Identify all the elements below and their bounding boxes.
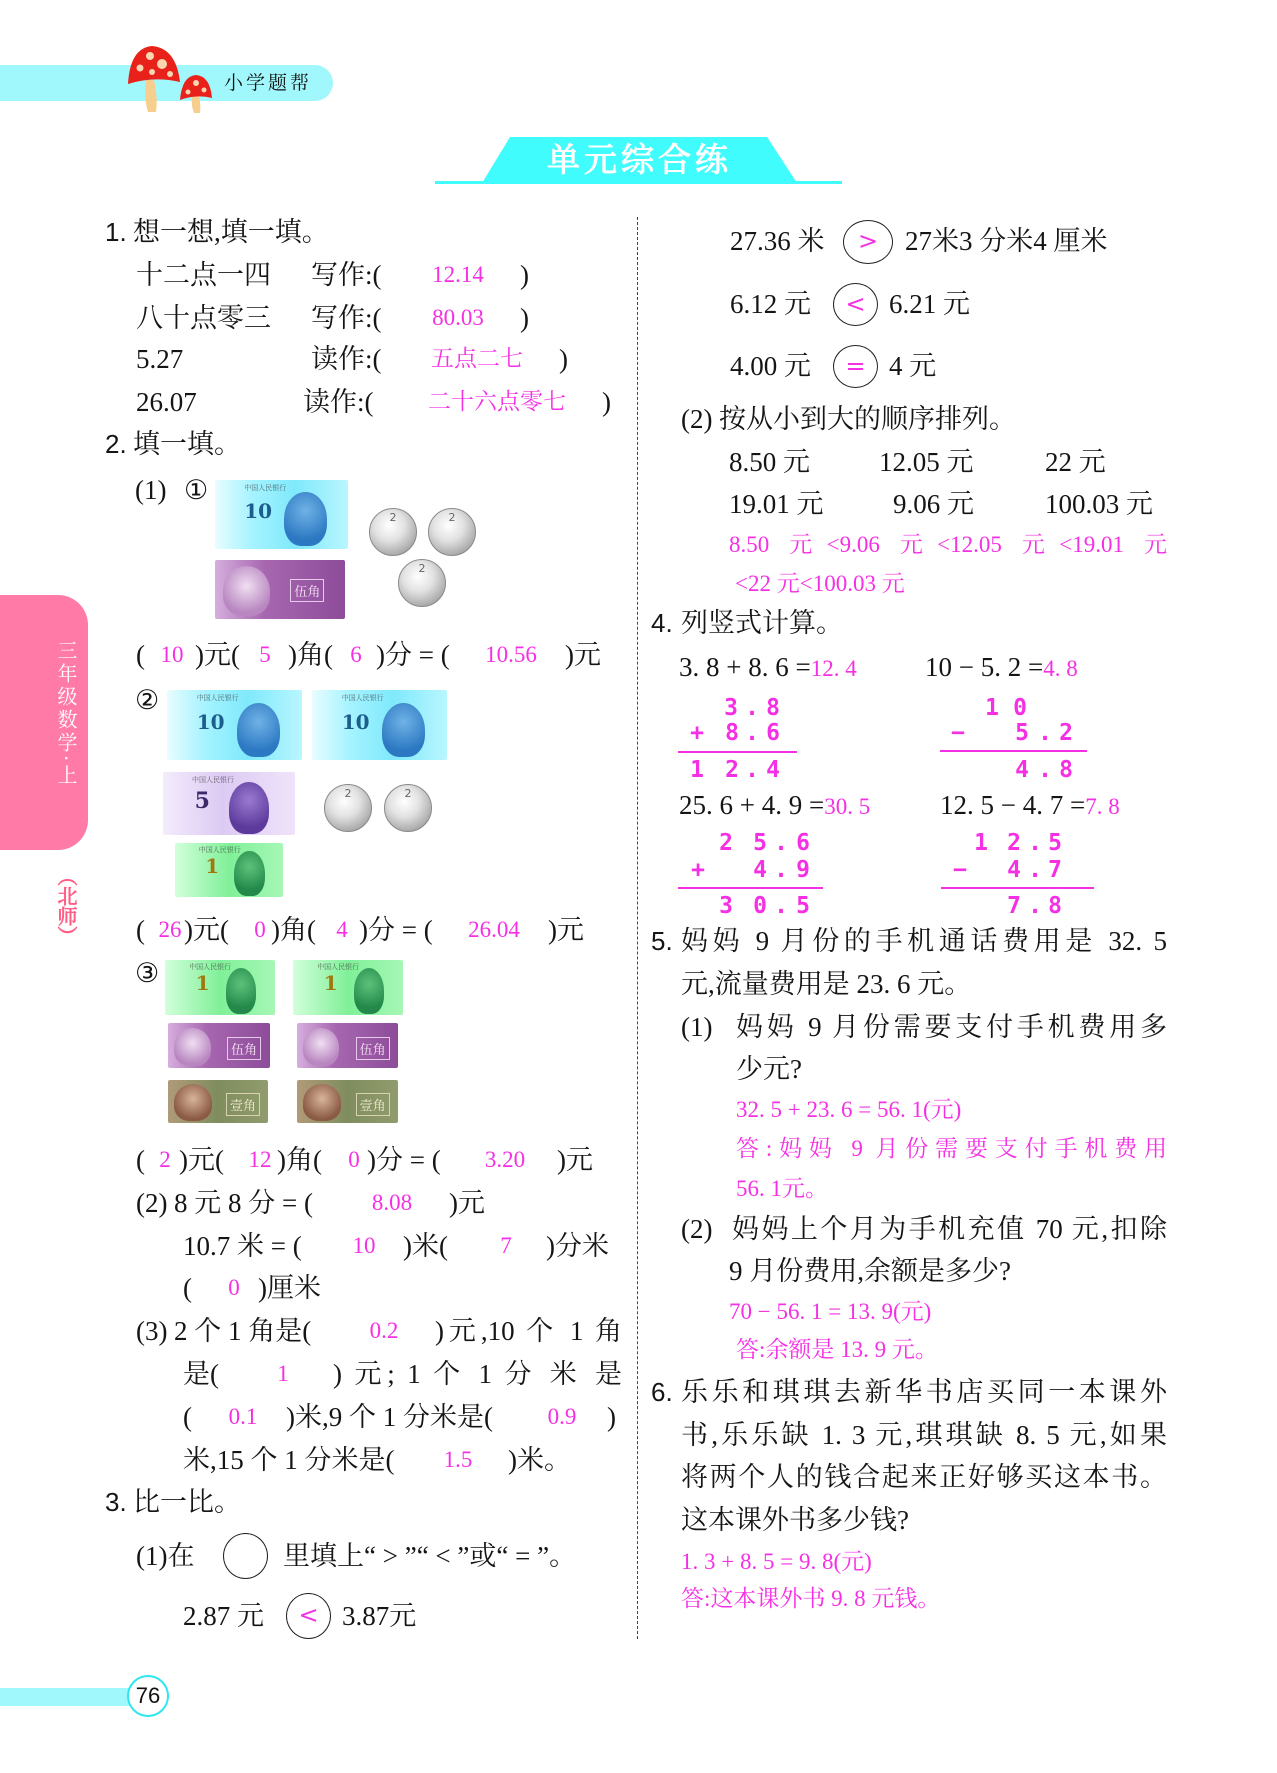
compare-left: 4.00 元 [730,351,811,381]
operator: + [690,720,704,746]
question-text: 书,乐乐缺 1. 3 元,琪琪缺 8. 5 元,如果 [681,1420,1167,1450]
question-title: 列竖式计算。 [681,608,843,638]
answer-line [0,564,1277,604]
question-text: 这本课外书多少钱? [681,1505,909,1535]
note-face-value: 10 [244,499,273,524]
unit-yuan: )元( [195,640,240,670]
digit: 8 [725,720,739,746]
part-label: (2) [136,1188,168,1218]
question-text: 是( [183,1359,219,1389]
question-text: 妈妈 9 月份需要支付手机费用多 [736,1012,1167,1042]
solution-statement: 答:这本课外书 9. 8 元钱。 [681,1586,941,1611]
digit: 2 [1007,830,1021,856]
question-text: 妈妈上个月为手机充值 70 元,扣除 [732,1214,1167,1244]
note-face-value: 1 [323,971,338,995]
q5-p1-line [0,1049,1277,1089]
unit-yuan: )元( [179,1145,224,1175]
answer-total: 3.20 [484,1147,526,1172]
question-text: )米,9 个 1 分米是( [286,1402,493,1432]
question-number: 3. [105,1487,127,1517]
compare-right: 4 元 [889,351,937,381]
open-paren: ( [136,1145,145,1175]
page-number: 76 [127,1675,169,1717]
question-title: 比一比。 [133,1487,241,1517]
note-face-value: 1 [205,853,220,878]
value: 9.06 元 [893,489,974,519]
note-face-value: 壹角 [356,1093,390,1116]
bank-name: 中国人民银行 [198,846,241,855]
part-label: (3) [136,1316,168,1346]
footer-bar [0,1688,132,1706]
expression: 10 − 5. 2 = [925,652,1044,682]
question-text: 将两个人的钱合起来正好够买这本书。 [681,1462,1167,1492]
solution-equation: 70 − 56. 1 = 13. 9(元) [729,1299,932,1324]
part-label: (1) [681,1012,713,1042]
bank-name: 中国人民银行 [341,693,384,702]
operator: − [951,720,965,746]
digit: 5 [1015,720,1029,746]
answer-line [0,1330,1277,1370]
q6-line [0,1415,1277,1455]
answer-line [0,1542,1277,1582]
digit: 4 [1015,757,1029,783]
question-number: 1. [105,217,127,247]
bank-name: 中国人民银行 [317,963,360,972]
prompt: 十二点一四 [136,260,271,290]
digit: 8 [766,695,780,721]
digit: . [745,695,759,721]
unit-jiao: )角( [271,915,316,945]
q5-p2-line [0,1209,1277,1249]
answer: 30. 5 [824,794,871,819]
solution-statement: 56. 1元。 [736,1176,828,1201]
answer: 12.14 [432,262,484,287]
answer-meters: 10 [352,1233,376,1258]
solution-statement: 答:余额是 13. 9 元。 [736,1337,938,1362]
operator: + [691,857,705,883]
solution-equation: 1. 3 + 8. 5 = 9. 8(元) [681,1549,872,1574]
part-label: (2) [681,404,713,434]
answer-fen: 0 [348,1147,360,1172]
digit: 4 [766,757,780,783]
digit: 1 [985,695,999,721]
bank-name: 中国人民银行 [196,693,239,702]
answer-line [0,1292,1277,1332]
operator: − [953,857,967,883]
answer-yuan: 10 [160,642,184,667]
note-face-value: 伍角 [356,1037,390,1060]
answer-total: 10.56 [485,642,537,667]
digit: 7 [1007,893,1021,919]
digit: 5 [796,893,810,919]
digit: . [1028,893,1042,919]
digit: 8 [1048,893,1062,919]
part-label: (1) [135,475,167,505]
answer-line [0,1090,1277,1130]
ordering-answer: <22 元<100.03 元 [735,571,905,596]
answer: 五点二七 [431,346,523,371]
value: 12.05 元 [879,447,974,477]
unit-fen-equals: )分 = ( [376,640,450,670]
answer-line [0,1169,1277,1209]
answer-yuan: 2 [159,1147,171,1172]
note-face-value: 10 [341,709,370,734]
compare-symbol-circle: > [843,220,893,264]
close-paren: ) [559,344,568,374]
unit-jiao: )角( [288,640,333,670]
group-marker: ① [184,475,209,505]
digit: 8 [1059,757,1073,783]
compare-right: 27米3 分米4 厘米 [905,226,1108,256]
question-title: 想一想,填一填。 [133,217,329,247]
digit: . [745,757,759,783]
values-row [0,442,1277,482]
compare-left: 27.36 米 [730,226,825,256]
calc-expressions [0,785,1277,825]
sum-line [678,887,823,889]
bank-name: 中国人民银行 [189,963,232,972]
unit-meter: )米( [403,1231,448,1261]
question-text: ) 元; 1 个 1 分 米 是 [333,1359,622,1389]
digit: . [1028,857,1042,883]
portrait [237,703,280,758]
unit-yuan-close: )元 [548,915,584,945]
unit-yuan-close: )元 [565,640,601,670]
unit-jiao: )角( [277,1145,322,1175]
unit-yuan-close: )元 [557,1145,593,1175]
answer-jiao: 12 [248,1147,272,1172]
question-text: 妈妈 9 月份的手机通话费用是 32. 5 [681,926,1167,956]
compare-item [0,221,1277,261]
question-number: 4. [651,608,673,638]
banknote-10-yuan [167,690,302,760]
part-label: (2) [681,1214,713,1244]
calc-expressions [0,647,1277,687]
answer: 0.1 [228,1404,258,1429]
value: 8.50 元 [729,447,810,477]
banknote-10-yuan [312,690,447,760]
part-label: (1)在 [136,1541,195,1571]
q5-p1-line [0,1007,1277,1047]
answer-jiao: 0 [254,917,266,942]
q5-p2-line [0,1251,1277,1291]
digit: 0 [1013,695,1027,721]
digit: 7 [1048,857,1062,883]
question-number: 6. [651,1377,673,1407]
conversion-text: 8 元 8 分 = ( [174,1188,313,1218]
question-number: 5. [651,926,673,956]
question-text: )元,10 个 1 角 [435,1316,622,1346]
prompt: 八十点零三 [136,303,271,333]
question-text: 9 月份费用,余额是多少? [729,1256,1011,1286]
value: 19.01 元 [729,489,824,519]
calc-expression [679,785,870,827]
question-text: 米,15 个 1 分米是( [183,1445,395,1475]
value: 22 元 [1045,447,1106,477]
compare-item [0,346,1277,386]
open-paren: ( [136,915,145,945]
answer: 0.2 [369,1318,399,1343]
prompt: 5.27 [136,344,184,374]
digit: . [1038,757,1052,783]
digit: 2 [719,830,733,856]
answer-line [0,525,1277,565]
answer-centimeters: 0 [228,1275,240,1300]
open-paren: ( [183,1402,192,1432]
answer-jiao: 5 [259,642,271,667]
q6-line [0,1500,1277,1540]
answer: 80.03 [432,305,484,330]
answer: 4. 8 [1043,656,1078,681]
answer: 二十六点零七 [428,389,566,414]
page-title: 单元综合练 [547,140,732,179]
digit: 5 [753,830,767,856]
answer: 12. 4 [810,656,857,681]
calc-expression [925,647,1078,689]
note-face-value: 伍角 [227,1037,261,1060]
answer: 1.5 [443,1447,473,1472]
conversion-text: 10.7 米 = ( [183,1231,302,1261]
digit: . [1038,720,1052,746]
answer: 1 [277,1361,289,1386]
compare-left: 6.12 元 [730,289,811,319]
answer-fen: 6 [350,642,362,667]
note-face-value: 1 [195,971,210,995]
difference-line [941,887,1094,889]
question-text: 少元? [736,1054,802,1084]
expression: 25. 6 + 4. 9 = [679,790,825,820]
compare-left: 2.87 元 [183,1601,264,1631]
close-paren: ) [520,303,529,333]
digit: 4 [1007,857,1021,883]
answer: 7. 8 [1085,794,1120,819]
solution-statement: 答:妈妈 9 月份需要支付手机费用 [736,1136,1167,1161]
question-text: 2 个 1 角是( [174,1316,312,1346]
coin-2-fen: 2 [369,508,417,556]
question-text: 元,流量费用是 23. 6 元。 [681,969,972,999]
digit: 0 [753,893,767,919]
compare-symbol-circle: < [833,283,878,326]
calc-expression [940,785,1120,827]
digit: 3 [719,893,733,919]
q5-line [0,964,1277,1004]
values-row [0,484,1277,524]
digit: . [1028,830,1042,856]
verb: 读作:( [303,387,374,417]
unit: )元 [449,1188,485,1218]
digit: 1 [690,757,704,783]
note-face-value: 5 [194,788,210,815]
digit: 3 [724,695,738,721]
side-tab-edition: （北师） [54,866,78,946]
answer-yuan: 26 [158,917,182,942]
digit: 9 [796,857,810,883]
answer-line [0,1579,1277,1619]
question-text: )米。 [508,1445,571,1475]
bank-name: 中国人民银行 [192,775,235,784]
compare-item [0,284,1277,324]
compare-symbol-circle: = [833,345,878,388]
unit-yuan: )元( [184,915,229,945]
banknote-1-yuan [175,843,283,897]
digit: . [774,857,788,883]
portrait [234,851,264,896]
part-title: 按从小到大的顺序排列。 [719,404,1016,434]
group-marker: ③ [135,958,160,988]
unit-fen-equals: )分 = ( [359,915,433,945]
digit: . [774,830,788,856]
answer: 8.08 [371,1190,413,1215]
close-paren: ) [607,1402,616,1432]
close-paren: ) [602,387,611,417]
side-tab-label: 三年级数学·上 [54,640,78,788]
coin-2-fen: 2 [398,559,446,607]
verb: 写作:( [311,303,382,333]
note-face-value: 10 [196,709,225,734]
calc-expression [679,647,857,689]
sum-line [678,751,797,753]
coin-2-fen: 2 [324,784,372,832]
digit: 4 [753,857,767,883]
digit: 6 [796,830,810,856]
q4-heading [0,603,1277,643]
compare-right: 3.87元 [342,1601,417,1631]
answer-line [0,1129,1277,1169]
verb: 写作:( [311,260,382,290]
close-paren: ) [520,260,529,290]
compare-symbol-circle: < [286,1593,331,1639]
compare-right: 6.21 元 [889,289,970,319]
unit-decimeter: )分米 [546,1231,609,1261]
open-paren: ( [183,1273,192,1303]
mushroom-logo-icon [122,40,222,116]
open-paren: ( [136,640,145,670]
unit-fen-equals: )分 = ( [367,1145,441,1175]
instruction-text: 里填上“ > ”“ < ”或“ = ”。 [283,1541,577,1571]
note-face-value: 伍角 [290,579,324,602]
digit: . [774,893,788,919]
digit: 5 [1048,830,1062,856]
question-text: 乐乐和琪琪去新华书店买同一本课外 [681,1377,1167,1407]
group-marker: ② [135,685,160,715]
bank-name: 中国人民银行 [244,483,287,492]
q6-line [0,1372,1277,1412]
answer-fen: 4 [336,917,348,942]
digit: 2 [725,757,739,783]
verb: 读作:( [311,344,382,374]
difference-line [940,750,1087,752]
answer: 0.9 [547,1404,577,1429]
expression: 12. 5 − 4. 7 = [940,790,1086,820]
portrait [382,703,425,758]
q3-p2-heading [0,399,1277,439]
prompt: 26.07 [136,387,197,417]
ordering-answer: 8.50 元<9.06 元<12.05 元<19.01 元 [729,532,1167,557]
digit: 6 [766,720,780,746]
coin-2-fen: 2 [428,508,476,556]
brand-name: 小学题帮 [224,72,313,94]
q6-line [0,1457,1277,1497]
q5-line [0,921,1277,961]
question-title: 填一填。 [133,429,241,459]
note-face-value: 壹角 [226,1093,260,1116]
expression: 3. 8 + 8. 6 = [679,652,811,682]
value: 100.03 元 [1045,489,1153,519]
digit: 1 [974,830,988,856]
answer-total: 26.04 [468,917,520,942]
question-number: 2. [105,429,127,459]
digit: . [745,720,759,746]
unit-centimeter: )厘米 [258,1273,321,1303]
solution-equation: 32. 5 + 23. 6 = 56. 1(元) [736,1097,962,1122]
answer-decimeters: 7 [500,1233,512,1258]
coin-2-fen: 2 [384,784,432,832]
digit: 2 [1059,720,1073,746]
